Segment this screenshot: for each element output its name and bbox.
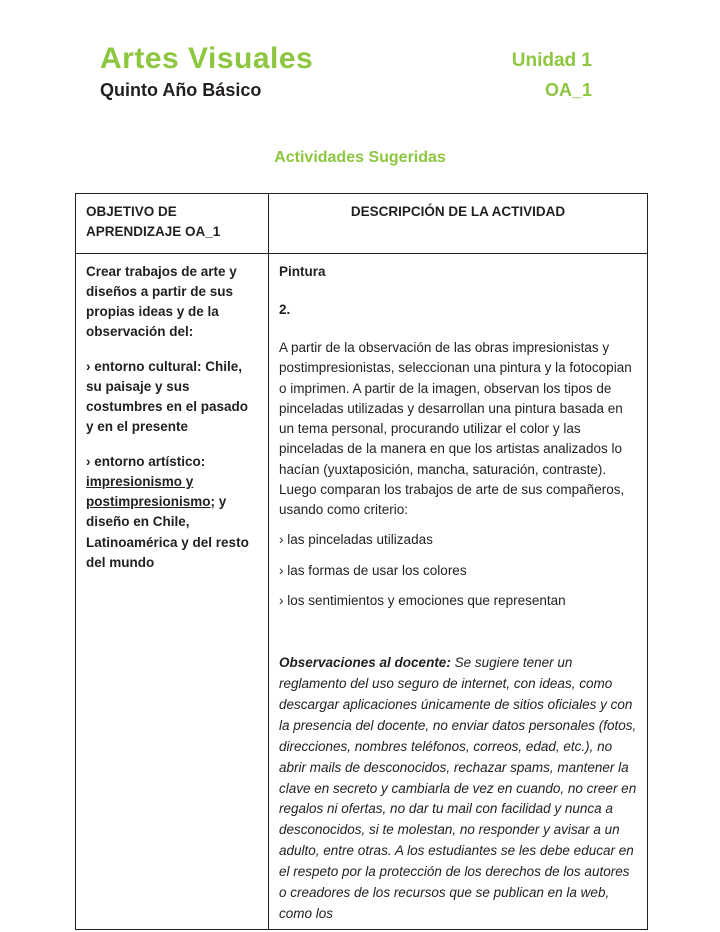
objective-p3-underlined: impresionismo y postimpresionismo: [86, 473, 211, 509]
section-heading: Actividades Sugeridas: [274, 149, 446, 166]
unit-label: Unidad 1: [511, 50, 592, 71]
header-right: [512, 42, 592, 101]
activity-paragraph: A partir de la observación de las obras impresionistas y postimpresionistas, seleccionan una pintura y la fotocopian o imprimen. A partir de la imagen, observan los tipos de pinceladas utilizadas y desarrollan una pintura basada en un tema personal, procurando utilizar el color y las pinceladas de la manera en que los artistas analizados lo hacían (yuxtaposición, mancha, saturación, contraste). Luego comparan los trabajos de arte de sus compañeros, usando como criterio:: [279, 340, 632, 517]
teacher-note: [279, 653, 637, 925]
page-header: [0, 42, 720, 101]
objective-cell: [76, 254, 269, 929]
header-left: [100, 42, 313, 101]
activities-table: [75, 193, 648, 930]
activity-heading: Pintura: [279, 263, 326, 279]
spacer: [279, 292, 637, 300]
document-title: Artes Visuales: [100, 42, 314, 75]
activity-bullet-1: › las pinceladas utilizadas: [279, 532, 433, 548]
document-subtitle: Quinto Año Básico: [100, 80, 262, 100]
table-header-objective: OBJETIVO DE APRENDIZAJE OA_1: [76, 194, 269, 254]
activity-bullet-3: › los sentimientos y emociones que representan: [279, 592, 566, 608]
teacher-note-label: Observaciones al docente:: [279, 655, 451, 670]
objective-paragraph-1: Crear trabajos de arte y diseños a partir de sus propias ideas y de la observación del:: [86, 263, 237, 340]
objective-paragraph-2: › entorno cultural: Chile, su paisaje y sus costumbres en el pasado y en el presente: [86, 358, 249, 435]
objective-p3-suffix: ; y diseño en Chile, Latinoamérica y del resto del mundo: [86, 494, 249, 570]
objective-paragraph-3: [86, 452, 258, 574]
teacher-note-text: Se sugiere tener un reglamento del uso seguro de internet, con ideas, como descargar aplicaciones únicamente de sitios oficiales y con la presencia del docente, no enviar datos personales (fotos, direcciones, nombres teléfonos, correos, edad, etc.), no abrir mails de desconocidos, rechazar spams, mantener la clave en secreto y cambiarla de vez en cuando, no creer en regalos ni ofertas, no dar tu mail con facilidad y nunca a desconocidos, si te molestan, no responder y avisar a un adulto, entre otras. A los estudiantes se les debe educar en el respeto por la protección de los derechos de los autores o creadores de los recursos que se publican en la web, como los: [279, 655, 637, 922]
objective-p3-prefix: › entorno artístico:: [86, 453, 206, 469]
oa-code-label: OA_1: [544, 80, 592, 100]
table-header-description: DESCRIPCIÓN DE LA ACTIVIDAD: [269, 194, 647, 254]
activity-bullet-2: › las formas de usar los colores: [279, 562, 467, 578]
spacer: [279, 330, 637, 338]
description-cell: [269, 254, 647, 929]
activity-number: 2.: [279, 301, 291, 317]
